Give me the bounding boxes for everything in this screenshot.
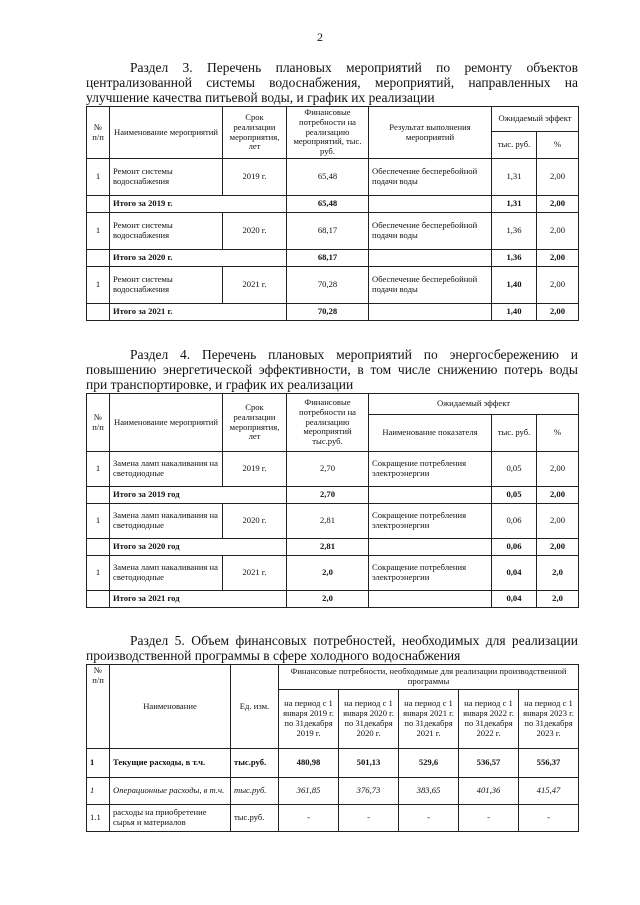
cell-value: - xyxy=(339,805,399,832)
section4-heading-line: повышению энергетической эффективности, в том числе снижению потерь воды xyxy=(86,362,578,377)
table-row xyxy=(87,778,579,805)
cell-finance: 68,17 xyxy=(287,250,369,267)
header-period-2023: на период с 1 января 2023 г. по 31декабря 2023 г. xyxy=(519,690,579,749)
header-effect: Ожидаемый эффект xyxy=(369,394,579,415)
cell-rub: 0,05 xyxy=(492,487,537,504)
cell-rub: 1,36 xyxy=(492,213,537,250)
cell-result: Сокращение потребления электроэнергии xyxy=(369,556,492,591)
cell-value: 401,36 xyxy=(459,778,519,805)
header-period: Срок реализации мероприятия, лет xyxy=(223,107,287,159)
cell-finance: 68,17 xyxy=(287,213,369,250)
page-number: 2 xyxy=(317,30,323,44)
header-period-2019: на период с 1 января 2019 г. по 31декабря 2019 г. xyxy=(279,690,339,749)
section5-heading-line: Раздел 5. Объем финансовых потребностей, необходимых для реализации xyxy=(130,633,578,648)
cell-empty xyxy=(369,487,492,504)
cell-value: 501,13 xyxy=(339,749,399,778)
cell-num: 1.1 xyxy=(87,805,110,832)
cell-pct: 2,00 xyxy=(537,504,579,539)
table-row xyxy=(87,749,579,778)
cell-empty xyxy=(87,487,110,504)
cell-empty xyxy=(369,304,492,321)
section4-heading xyxy=(86,347,578,392)
cell-num: 1 xyxy=(87,267,110,304)
cell-rub: 0,04 xyxy=(492,556,537,591)
table-header-row xyxy=(87,394,579,415)
cell-total-label: Итого за 2020 год xyxy=(110,539,287,556)
cell-result: Обеспечение бесперебойной подачи воды xyxy=(369,213,492,250)
cell-empty xyxy=(369,196,492,213)
cell-value: - xyxy=(459,805,519,832)
cell-unit: тыс.руб. xyxy=(231,778,279,805)
header-result: Результат выполнения мероприятий xyxy=(369,107,492,159)
cell-finance: 2,70 xyxy=(287,452,369,487)
cell-empty xyxy=(369,591,492,608)
section5-heading-line: производственной программы в сфере холодного водоснабжения xyxy=(86,648,461,663)
cell-pct: 2,00 xyxy=(537,452,579,487)
cell-name: Текущие расходы, в т.ч. xyxy=(110,749,231,778)
cell-value: - xyxy=(399,805,459,832)
cell-rub: 1,36 xyxy=(492,250,537,267)
cell-pct: 2,00 xyxy=(537,267,579,304)
cell-pct: 2,00 xyxy=(537,213,579,250)
cell-num: 1 xyxy=(87,556,110,591)
header-period-2021: на период с 1 января 2021 г. по 31декабря 2021 г. xyxy=(399,690,459,749)
cell-value: 480,98 xyxy=(279,749,339,778)
section3-heading-line: Раздел 3. Перечень плановых мероприятий по ремонту объектов xyxy=(130,60,578,75)
table-total-row xyxy=(87,591,579,608)
header-period-2020: на период с 1 января 2020 г. по 31декабря 2020 г. xyxy=(339,690,399,749)
cell-empty xyxy=(87,196,110,213)
cell-value: 376,73 xyxy=(339,778,399,805)
cell-value: 383,65 xyxy=(399,778,459,805)
header-pct: % xyxy=(537,132,579,159)
cell-value: 529,6 xyxy=(399,749,459,778)
header-finance-group: Финансовые потребности, необходимые для реализации производственной программы xyxy=(279,665,579,690)
cell-empty xyxy=(87,250,110,267)
cell-finance: 2,0 xyxy=(287,591,369,608)
cell-unit: тыс.руб. xyxy=(231,805,279,832)
cell-period: 2019 г. xyxy=(223,159,287,196)
header-finance: Финансовые потребности на реализацию мероприятий тыс.руб. xyxy=(287,394,369,452)
cell-result: Сокращение потребления электроэнергии xyxy=(369,452,492,487)
header-name: Наименование мероприятий xyxy=(110,107,223,159)
cell-empty xyxy=(87,591,110,608)
cell-finance: 2,70 xyxy=(287,487,369,504)
cell-period: 2021 г. xyxy=(223,556,287,591)
cell-total-label: Итого за 2020 г. xyxy=(110,250,287,267)
cell-period: 2020 г. xyxy=(223,504,287,539)
section5-heading xyxy=(86,633,578,663)
cell-period: 2020 г. xyxy=(223,213,287,250)
header-period: Срок реализации мероприятия, лет xyxy=(223,394,287,452)
header-indicator: Наименование показателя xyxy=(369,415,492,452)
cell-finance: 2,0 xyxy=(287,556,369,591)
header-finance: Финансовые потребности на реализацию мероприятий, тыс. руб. xyxy=(287,107,369,159)
header-name: Наименование xyxy=(110,665,231,749)
cell-name: Ремонт системы водоснабжения xyxy=(110,159,223,196)
cell-rub: 0,06 xyxy=(492,539,537,556)
cell-total-label: Итого за 2019 г. xyxy=(110,196,287,213)
cell-name: Замена ламп накаливания на светодиодные xyxy=(110,452,223,487)
header-rub: тыс. руб. xyxy=(492,415,537,452)
cell-finance: 65,48 xyxy=(287,196,369,213)
table-header-row xyxy=(87,665,579,690)
cell-value: 536,57 xyxy=(459,749,519,778)
cell-period: 2019 г. xyxy=(223,452,287,487)
cell-name: расходы на приобретение сырья и материалов xyxy=(110,805,231,832)
cell-pct: 2,00 xyxy=(537,487,579,504)
cell-rub: 0,06 xyxy=(492,504,537,539)
table-total-row xyxy=(87,250,579,267)
section4-heading-line: при транспортировке, и график их реализации xyxy=(86,377,354,392)
cell-value: 415,47 xyxy=(519,778,579,805)
section3-heading-line: улучшение качества питьевой воды, и график их реализации xyxy=(86,90,435,105)
cell-rub: 1,31 xyxy=(492,196,537,213)
table-row xyxy=(87,556,579,591)
cell-num: 1 xyxy=(87,504,110,539)
cell-finance: 2,81 xyxy=(287,504,369,539)
table-row xyxy=(87,159,579,196)
cell-finance: 2,81 xyxy=(287,539,369,556)
cell-name: Замена ламп накаливания на светодиодные xyxy=(110,556,223,591)
cell-total-label: Итого за 2019 год xyxy=(110,487,287,504)
table-total-row xyxy=(87,487,579,504)
cell-pct: 2,0 xyxy=(537,591,579,608)
cell-unit: тыс.руб. xyxy=(231,749,279,778)
cell-pct: 2,0 xyxy=(537,556,579,591)
cell-finance: 70,28 xyxy=(287,267,369,304)
table-row xyxy=(87,504,579,539)
table-row xyxy=(87,805,579,832)
cell-num: 1 xyxy=(87,159,110,196)
cell-num: 1 xyxy=(87,749,110,778)
header-effect: Ожидаемый эффект xyxy=(492,107,579,132)
table-total-row xyxy=(87,196,579,213)
cell-result: Обеспечение бесперебойной подачи воды xyxy=(369,267,492,304)
cell-pct: 2,00 xyxy=(537,304,579,321)
header-pct: % xyxy=(537,415,579,452)
cell-rub: 1,40 xyxy=(492,267,537,304)
cell-name: Ремонт системы водоснабжения xyxy=(110,213,223,250)
header-name: Наименование мероприятий xyxy=(110,394,223,452)
cell-num: 1 xyxy=(87,213,110,250)
header-num: № п/п xyxy=(87,665,110,749)
table-total-row xyxy=(87,304,579,321)
cell-empty xyxy=(369,250,492,267)
cell-rub: 1,31 xyxy=(492,159,537,196)
cell-name: Замена ламп накаливания на светодиодные xyxy=(110,504,223,539)
cell-value: 361,85 xyxy=(279,778,339,805)
table-total-row xyxy=(87,539,579,556)
header-num: № п/п xyxy=(87,394,110,452)
header-num: № п/п xyxy=(87,107,110,159)
header-unit: Ед. изм. xyxy=(231,665,279,749)
cell-empty xyxy=(87,539,110,556)
table-row xyxy=(87,452,579,487)
cell-finance: 65,48 xyxy=(287,159,369,196)
header-rub: тыс. руб. xyxy=(492,132,537,159)
section4-heading-line: Раздел 4. Перечень плановых мероприятий по энергосбережению и xyxy=(130,347,578,362)
section5-table xyxy=(86,664,579,832)
cell-empty xyxy=(369,539,492,556)
cell-num: 1 xyxy=(87,778,110,805)
cell-empty xyxy=(87,304,110,321)
cell-value: - xyxy=(279,805,339,832)
cell-rub: 0,05 xyxy=(492,452,537,487)
section3-table xyxy=(86,106,579,321)
cell-value: 556,37 xyxy=(519,749,579,778)
cell-finance: 70,28 xyxy=(287,304,369,321)
cell-pct: 2,00 xyxy=(537,159,579,196)
cell-name: Операционные расходы, в т.ч. xyxy=(110,778,231,805)
cell-total-label: Итого за 2021 г. xyxy=(110,304,287,321)
cell-name: Ремонт системы водоснабжения xyxy=(110,267,223,304)
cell-result: Обеспечение бесперебойной подачи воды xyxy=(369,159,492,196)
cell-result: Сокращение потребления электроэнергии xyxy=(369,504,492,539)
cell-value: - xyxy=(519,805,579,832)
section3-heading xyxy=(86,60,578,105)
section3-heading-line: централизованной системы водоснабжения, мероприятий, направленных на xyxy=(86,75,578,90)
cell-pct: 2,00 xyxy=(537,250,579,267)
table-header-row xyxy=(87,107,579,132)
cell-pct: 2,00 xyxy=(537,539,579,556)
table-row xyxy=(87,213,579,250)
header-period-2022: на период с 1 января 2022 г. по 31декабря 2022 г. xyxy=(459,690,519,749)
section4-table xyxy=(86,393,579,608)
table-row xyxy=(87,267,579,304)
cell-num: 1 xyxy=(87,452,110,487)
cell-pct: 2,00 xyxy=(537,196,579,213)
cell-period: 2021 г. xyxy=(223,267,287,304)
cell-total-label: Итого за 2021 год xyxy=(110,591,287,608)
cell-rub: 1,40 xyxy=(492,304,537,321)
cell-rub: 0,04 xyxy=(492,591,537,608)
